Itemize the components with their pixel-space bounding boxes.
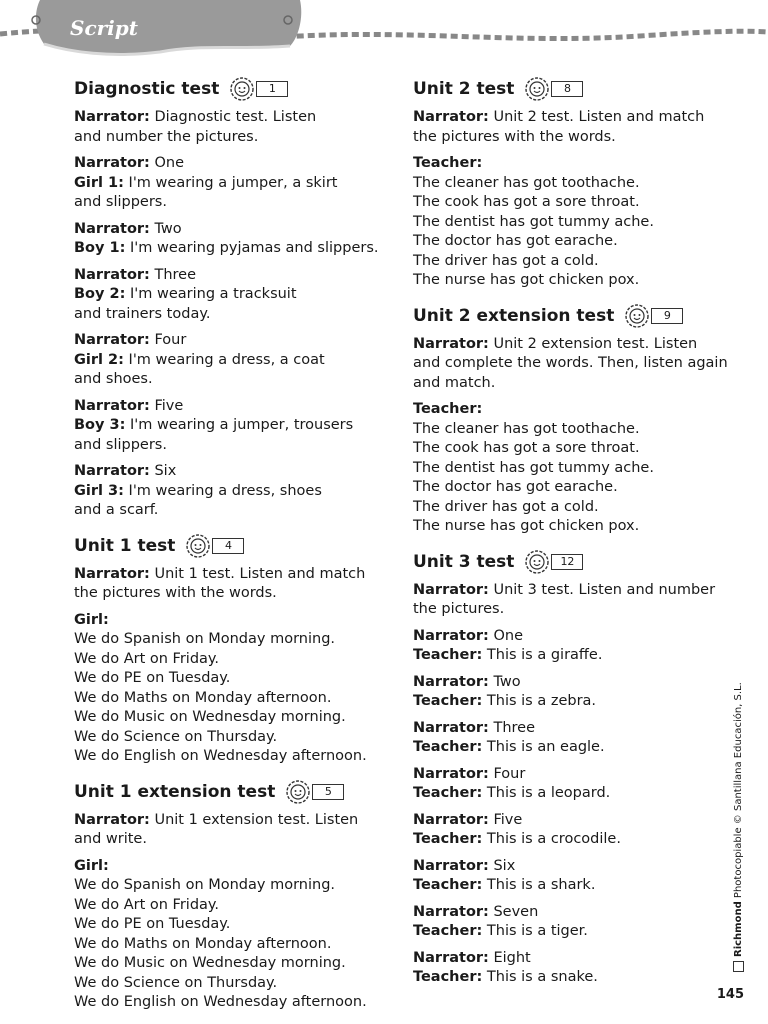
script-line bbox=[413, 439, 723, 459]
speaker-label: Narrator: bbox=[413, 903, 489, 920]
line-text: The dentist has got tummy ache. bbox=[413, 459, 654, 476]
line-text: the pictures with the words. bbox=[413, 128, 616, 145]
script-paragraph bbox=[413, 903, 723, 942]
line-text: and match. bbox=[413, 374, 496, 391]
track-number: 9 bbox=[651, 308, 683, 324]
speaker-label: Teacher: bbox=[413, 693, 483, 709]
script-line bbox=[74, 728, 374, 748]
speaker-label: Teacher: bbox=[413, 831, 483, 847]
script-line bbox=[74, 650, 374, 670]
line-text: We do English on Wednesday afternoon. bbox=[74, 994, 367, 1010]
script-line bbox=[413, 692, 723, 712]
script-paragraph bbox=[413, 400, 723, 537]
script-line bbox=[74, 974, 374, 994]
script-line bbox=[413, 374, 723, 394]
speaker-label: Teacher: bbox=[413, 969, 483, 985]
script-paragraph bbox=[413, 154, 723, 291]
line-text: One bbox=[493, 627, 523, 644]
line-text: Three bbox=[493, 719, 536, 736]
line-text: This is a snake. bbox=[486, 969, 598, 985]
line-text: I'm wearing a jumper, a skirt bbox=[128, 174, 338, 191]
script-line bbox=[74, 193, 374, 213]
audio-track bbox=[185, 533, 244, 559]
line-text: Three bbox=[154, 266, 197, 283]
script-line bbox=[74, 630, 374, 650]
audio-track bbox=[624, 303, 683, 329]
script-line bbox=[413, 857, 723, 877]
script-paragraph bbox=[74, 108, 374, 147]
script-paragraph bbox=[74, 397, 374, 456]
line-text: The driver has got a cold. bbox=[413, 252, 599, 269]
script-paragraph bbox=[74, 565, 374, 604]
line-text: The dentist has got tummy ache. bbox=[413, 213, 654, 230]
speaker-label: Narrator: bbox=[74, 332, 150, 348]
script-line bbox=[413, 719, 723, 739]
script-paragraph bbox=[74, 331, 374, 390]
script-line bbox=[413, 354, 728, 374]
script-paragraph bbox=[74, 811, 374, 850]
line-text: One bbox=[154, 155, 184, 171]
section-title: Unit 1 extension test bbox=[74, 781, 276, 802]
script-line bbox=[74, 108, 374, 128]
line-text: Unit 3 test. Listen and number bbox=[493, 581, 716, 598]
line-text: and slippers. bbox=[74, 436, 167, 453]
script-line bbox=[413, 784, 723, 804]
line-text: This is a tiger. bbox=[486, 923, 588, 939]
line-text: and a scarf. bbox=[74, 502, 159, 518]
script-line bbox=[74, 174, 374, 194]
script-line bbox=[74, 285, 374, 305]
script-line bbox=[74, 482, 374, 502]
script-line bbox=[413, 922, 723, 942]
line-text: The nurse has got chicken pox. bbox=[413, 518, 640, 534]
line-text: Four bbox=[493, 765, 526, 782]
script-paragraph bbox=[413, 581, 723, 620]
line-text: We do Maths on Monday afternoon. bbox=[74, 935, 332, 952]
section-heading bbox=[413, 76, 723, 102]
line-text: Eight bbox=[493, 949, 531, 966]
line-text: Six bbox=[493, 857, 516, 874]
script-line bbox=[74, 128, 374, 148]
line-text: Unit 2 test. Listen and match bbox=[493, 109, 705, 125]
script-line bbox=[74, 708, 374, 728]
script-line bbox=[413, 646, 723, 666]
section-title: Unit 3 test bbox=[413, 551, 515, 572]
track-number: 4 bbox=[212, 538, 244, 554]
track-number: 1 bbox=[256, 81, 288, 97]
line-text: This is a crocodile. bbox=[486, 831, 621, 847]
speaker-label: Narrator: bbox=[413, 811, 489, 828]
speaker-label: Narrator: bbox=[413, 109, 489, 125]
script-line bbox=[413, 213, 723, 233]
header-title: Script bbox=[70, 16, 138, 40]
script-line bbox=[74, 220, 374, 240]
line-text: Five bbox=[154, 397, 184, 414]
script-paragraph bbox=[74, 266, 374, 325]
line-text: The driver has got a cold. bbox=[413, 498, 599, 515]
speaker-label: Teacher: bbox=[413, 647, 483, 663]
line-text: This is an eagle. bbox=[486, 739, 605, 755]
line-text: I'm wearing pyjamas and slippers. bbox=[130, 240, 379, 256]
script-line bbox=[413, 968, 723, 988]
footer-text: Photocopiable © Santillana Educación, S.L. bbox=[733, 682, 744, 899]
script-line bbox=[413, 517, 723, 537]
script-line bbox=[413, 830, 723, 850]
script-line bbox=[413, 420, 723, 440]
line-text: We do Art on Friday. bbox=[74, 896, 220, 913]
line-text: We do English on Wednesday afternoon. bbox=[74, 748, 367, 764]
speaker-label: Girl 1: bbox=[74, 174, 124, 191]
line-text: The doctor has got earache. bbox=[413, 233, 618, 249]
track-number: 8 bbox=[551, 81, 583, 97]
script-line bbox=[413, 581, 723, 601]
speaker-label: Boy 3: bbox=[74, 417, 126, 433]
script-line bbox=[413, 232, 723, 252]
line-text: We do Music on Wednesday morning. bbox=[74, 709, 346, 725]
line-text: We do Science on Thursday. bbox=[74, 974, 278, 991]
script-line bbox=[74, 584, 374, 604]
script-line bbox=[74, 689, 374, 709]
line-text: Four bbox=[154, 332, 187, 348]
line-text: We do Maths on Monday afternoon. bbox=[74, 689, 332, 706]
script-paragraph bbox=[413, 765, 723, 804]
line-text: Unit 1 test. Listen and match bbox=[154, 565, 366, 582]
script-line bbox=[74, 436, 374, 456]
script-line bbox=[413, 400, 723, 420]
script-line bbox=[74, 239, 379, 259]
cd-audio-icon bbox=[524, 549, 550, 575]
script-line bbox=[413, 478, 723, 498]
script-line bbox=[74, 154, 374, 174]
section-heading bbox=[74, 779, 374, 805]
audio-track bbox=[524, 549, 583, 575]
script-line bbox=[74, 305, 374, 325]
script-line bbox=[74, 669, 374, 689]
line-text: We do Science on Thursday. bbox=[74, 728, 278, 745]
speaker-label: Narrator: bbox=[74, 220, 150, 237]
script-line bbox=[74, 266, 374, 286]
line-text: This is a zebra. bbox=[486, 693, 597, 709]
section-title: Unit 2 extension test bbox=[413, 305, 615, 326]
speaker-label: Boy 2: bbox=[74, 286, 126, 302]
script-paragraph bbox=[413, 673, 723, 712]
header-decoration bbox=[0, 0, 768, 80]
script-line bbox=[413, 738, 723, 758]
script-line bbox=[413, 252, 723, 272]
line-text: the pictures with the words. bbox=[74, 585, 277, 601]
script-line bbox=[74, 830, 374, 850]
script-line bbox=[413, 128, 723, 148]
speaker-label: Narrator: bbox=[74, 109, 150, 125]
section-heading bbox=[74, 533, 374, 559]
track-number: 5 bbox=[312, 784, 344, 800]
speaker-label: Narrator: bbox=[413, 581, 489, 598]
line-text: Six bbox=[154, 463, 177, 479]
track-number: 12 bbox=[551, 554, 583, 570]
script-line bbox=[74, 993, 374, 1013]
script-paragraph bbox=[74, 462, 374, 521]
line-text: Diagnostic test. Listen bbox=[154, 109, 317, 125]
cd-audio-icon bbox=[524, 76, 550, 102]
section-title: Unit 2 test bbox=[413, 79, 515, 99]
script-paragraph bbox=[413, 335, 728, 394]
speaker-label: Girl 2: bbox=[74, 351, 124, 368]
script-paragraph bbox=[413, 811, 723, 850]
audio-track bbox=[229, 76, 288, 102]
script-line bbox=[74, 397, 374, 417]
speaker-label: Narrator: bbox=[413, 673, 489, 690]
script-line bbox=[74, 935, 374, 955]
line-text: Two bbox=[154, 220, 182, 237]
script-paragraph bbox=[74, 220, 379, 259]
script-line bbox=[413, 335, 723, 355]
speaker-label: Teacher: bbox=[413, 923, 483, 939]
line-text: We do Spanish on Monday morning. bbox=[74, 877, 336, 893]
section-heading bbox=[74, 76, 374, 102]
script-line bbox=[413, 193, 723, 213]
script-line bbox=[74, 954, 374, 974]
line-text: and complete the words. Then, listen again bbox=[413, 355, 728, 371]
line-text: The cook has got a sore throat. bbox=[413, 194, 640, 210]
speaker-label: Narrator: bbox=[74, 811, 150, 828]
script-line bbox=[413, 600, 723, 620]
line-text: This is a leopard. bbox=[486, 785, 611, 801]
script-line bbox=[413, 108, 723, 128]
right-column bbox=[413, 76, 728, 995]
line-text: and number the pictures. bbox=[74, 128, 259, 145]
script-paragraph bbox=[413, 949, 723, 988]
cd-audio-icon bbox=[229, 76, 255, 102]
script-line bbox=[74, 351, 374, 371]
section-title: Diagnostic test bbox=[74, 79, 220, 99]
speaker-label: Narrator: bbox=[413, 857, 489, 874]
line-text: The doctor has got earache. bbox=[413, 479, 618, 495]
script-line bbox=[74, 747, 374, 767]
audio-track bbox=[285, 779, 344, 805]
script-line bbox=[74, 370, 374, 390]
script-line bbox=[74, 565, 374, 585]
script-line bbox=[413, 903, 723, 923]
left-column bbox=[74, 76, 379, 1020]
line-text: The nurse has got chicken pox. bbox=[413, 272, 640, 288]
script-line bbox=[74, 915, 374, 935]
speaker-label: Narrator: bbox=[413, 627, 489, 644]
script-line bbox=[74, 896, 374, 916]
line-text: Two bbox=[493, 673, 521, 690]
cd-audio-icon bbox=[285, 779, 311, 805]
page-number: 145 bbox=[716, 987, 744, 1002]
script-line bbox=[74, 611, 374, 631]
script-line bbox=[413, 271, 723, 291]
line-text: We do Spanish on Monday morning. bbox=[74, 631, 336, 647]
speaker-label: Narrator: bbox=[74, 463, 150, 479]
speaker-label: Teacher: bbox=[413, 785, 483, 801]
section-heading bbox=[413, 549, 723, 575]
speaker-label: Narrator: bbox=[413, 719, 489, 736]
line-text: I'm wearing a tracksuit bbox=[130, 286, 297, 302]
script-paragraph bbox=[74, 611, 374, 767]
line-text: The cook has got a sore throat. bbox=[413, 440, 640, 456]
speaker-label: Narrator: bbox=[413, 949, 489, 966]
speaker-label: Girl 3: bbox=[74, 482, 124, 499]
script-paragraph bbox=[413, 719, 723, 758]
speaker-label: Girl: bbox=[74, 611, 109, 628]
script-line bbox=[74, 876, 374, 896]
line-text: I'm wearing a dress, a coat bbox=[128, 351, 325, 368]
script-paragraph bbox=[413, 857, 723, 896]
script-line bbox=[413, 673, 723, 693]
speaker-label: Teacher: bbox=[413, 401, 483, 417]
line-text: Five bbox=[493, 811, 523, 828]
script-paragraph bbox=[413, 627, 723, 666]
speaker-label: Narrator: bbox=[74, 565, 150, 582]
script-line bbox=[74, 501, 374, 521]
audio-track bbox=[524, 76, 583, 102]
line-text: and write. bbox=[74, 831, 147, 847]
speaker-label: Teacher: bbox=[413, 739, 483, 755]
speaker-label: Girl: bbox=[74, 857, 109, 874]
script-paragraph bbox=[74, 857, 374, 1013]
line-text: and slippers. bbox=[74, 194, 167, 210]
line-text: The cleaner has got toothache. bbox=[413, 420, 640, 437]
line-text: the pictures. bbox=[413, 601, 505, 617]
script-line bbox=[413, 811, 723, 831]
line-text: Unit 1 extension test. Listen bbox=[154, 811, 359, 828]
speaker-label: Teacher: bbox=[413, 877, 483, 893]
script-line bbox=[74, 857, 374, 877]
line-text: This is a giraffe. bbox=[486, 647, 603, 663]
line-text: This is a shark. bbox=[486, 877, 596, 893]
cd-audio-icon bbox=[185, 533, 211, 559]
speaker-label: Narrator: bbox=[74, 266, 150, 283]
speaker-label: Narrator: bbox=[74, 397, 150, 414]
line-text: We do PE on Tuesday. bbox=[74, 916, 231, 932]
line-text: We do PE on Tuesday. bbox=[74, 670, 231, 686]
script-line bbox=[74, 331, 374, 351]
footer-brand: Richmond bbox=[733, 901, 744, 957]
script-line bbox=[74, 462, 374, 482]
line-text: We do Music on Wednesday morning. bbox=[74, 955, 346, 971]
script-line bbox=[413, 765, 723, 785]
line-text: The cleaner has got toothache. bbox=[413, 174, 640, 191]
section-title: Unit 1 test bbox=[74, 535, 176, 556]
speaker-label: Narrator: bbox=[413, 765, 489, 782]
line-text: Unit 2 extension test. Listen bbox=[493, 335, 698, 352]
line-text: I'm wearing a jumper, trousers bbox=[130, 417, 354, 433]
speaker-label: Narrator: bbox=[413, 335, 489, 352]
line-text: and shoes. bbox=[74, 371, 153, 387]
line-text: Seven bbox=[493, 903, 539, 920]
copyright-footer bbox=[731, 682, 751, 972]
line-text: I'm wearing a dress, shoes bbox=[128, 482, 322, 499]
script-line bbox=[413, 174, 723, 194]
script-line bbox=[413, 459, 723, 479]
script-line bbox=[413, 154, 723, 174]
script-line bbox=[74, 811, 374, 831]
line-text: and trainers today. bbox=[74, 305, 211, 322]
line-text: We do Art on Friday. bbox=[74, 650, 220, 667]
script-line bbox=[413, 876, 723, 896]
script-line bbox=[413, 627, 723, 647]
script-line bbox=[413, 498, 723, 518]
script-line bbox=[74, 416, 374, 436]
speaker-label: Teacher: bbox=[413, 155, 483, 171]
script-paragraph bbox=[74, 154, 374, 213]
script-paragraph bbox=[413, 108, 723, 147]
speaker-label: Narrator: bbox=[74, 155, 150, 171]
cd-audio-icon bbox=[624, 303, 650, 329]
section-heading bbox=[413, 303, 723, 329]
script-line bbox=[413, 949, 723, 969]
richmond-logo-icon bbox=[733, 961, 744, 972]
speaker-label: Boy 1: bbox=[74, 240, 126, 256]
